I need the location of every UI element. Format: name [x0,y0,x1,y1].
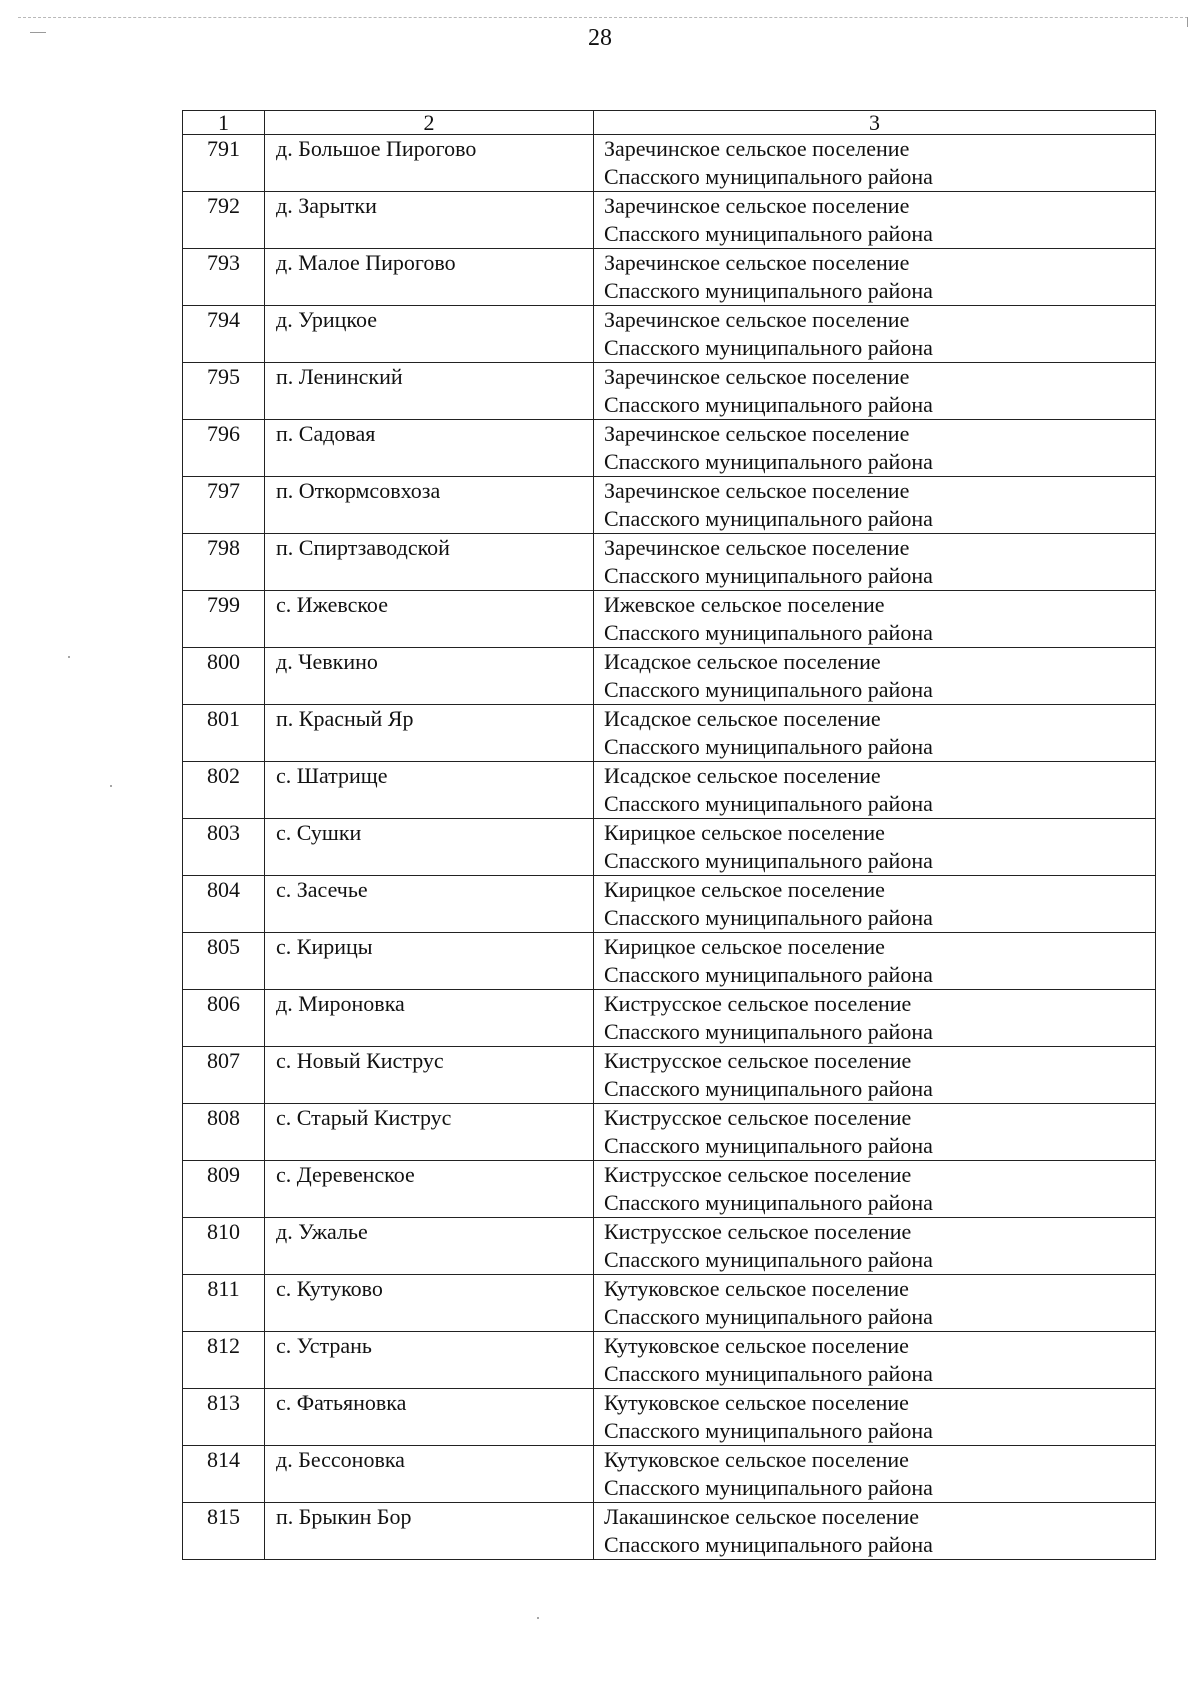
district-name: Спасского муниципального района [604,1418,933,1443]
settlement-cell [594,1446,1156,1503]
settlement-name: Заречинское сельское поселение [604,307,910,332]
place-name: д. Чевкино [265,648,594,705]
row-number: 798 [183,534,265,591]
settlement-name: Исадское сельское поселение [604,649,881,674]
settlement-cell [594,648,1156,705]
place-name: д. Малое Пирогово [265,249,594,306]
district-name: Спасского муниципального района [604,1076,933,1101]
row-number: 799 [183,591,265,648]
table-row [183,1275,1156,1332]
settlement-cell [594,534,1156,591]
settlement-cell [594,1503,1156,1560]
district-name: Спасского муниципального района [604,1475,933,1500]
row-number: 814 [183,1446,265,1503]
table-row [183,420,1156,477]
settlement-cell [594,1047,1156,1104]
place-name: с. Кирицы [265,933,594,990]
settlement-cell [594,249,1156,306]
scan-speck [537,1617,539,1619]
district-name: Спасского муниципального района [604,506,933,531]
row-number: 812 [183,1332,265,1389]
row-number: 803 [183,819,265,876]
table-header-row [183,111,1156,135]
settlement-name: Ижевское сельское поселение [604,592,885,617]
district-name: Спасского муниципального района [604,1019,933,1044]
settlement-cell [594,192,1156,249]
district-name: Спасского муниципального района [604,449,933,474]
settlement-cell [594,306,1156,363]
settlement-name: Заречинское сельское поселение [604,136,910,161]
settlement-cell [594,477,1156,534]
place-name: д. Большое Пирогово [265,135,594,192]
table-row [183,1503,1156,1560]
place-name: с. Сушки [265,819,594,876]
district-name: Спасского муниципального района [604,1190,933,1215]
place-name: д. Зарытки [265,192,594,249]
settlement-name: Кутуковское сельское поселение [604,1390,909,1415]
settlement-name: Киструсское сельское поселение [604,1105,912,1130]
place-name: д. Мироновка [265,990,594,1047]
row-number: 805 [183,933,265,990]
table-row [183,705,1156,762]
settlement-name: Киструсское сельское поселение [604,991,912,1016]
settlement-cell [594,1218,1156,1275]
table-row [183,135,1156,192]
table-row [183,648,1156,705]
settlement-name: Кирицкое сельское поселение [604,877,885,902]
scan-speck [110,785,112,787]
table-body [183,135,1156,1560]
table-row [183,876,1156,933]
page-number: 28 [588,25,612,51]
row-number: 793 [183,249,265,306]
settlement-name: Лакашинское сельское поселение [604,1504,920,1529]
settlement-cell [594,420,1156,477]
district-name: Спасского муниципального района [604,335,933,360]
row-number: 801 [183,705,265,762]
row-number: 808 [183,1104,265,1161]
district-name: Спасского муниципального района [604,962,933,987]
table-row [183,1161,1156,1218]
table-row [183,192,1156,249]
place-name: с. Шатрище [265,762,594,819]
table-row [183,933,1156,990]
place-name: д. Бессоновка [265,1446,594,1503]
place-name: с. Фатьяновка [265,1389,594,1446]
settlement-cell [594,876,1156,933]
scan-speck [68,656,70,658]
district-name: Спасского муниципального района [604,278,933,303]
settlement-cell [594,135,1156,192]
district-name: Спасского муниципального района [604,563,933,588]
settlement-cell [594,363,1156,420]
place-name: п. Садовая [265,420,594,477]
settlement-cell [594,990,1156,1047]
settlement-cell [594,819,1156,876]
table-row [183,477,1156,534]
settlement-name: Киструсское сельское поселение [604,1048,912,1073]
row-number: 804 [183,876,265,933]
settlement-cell [594,762,1156,819]
table-row [183,762,1156,819]
place-name: с. Устрань [265,1332,594,1389]
table-row [183,990,1156,1047]
column-header-place: 2 [265,111,594,135]
column-header-number: 1 [183,111,265,135]
table-row [183,306,1156,363]
settlement-cell [594,1161,1156,1218]
place-name: с. Деревенское [265,1161,594,1218]
place-name: с. Ижевское [265,591,594,648]
row-number: 791 [183,135,265,192]
district-name: Спасского муниципального района [604,734,933,759]
settlement-name: Заречинское сельское поселение [604,421,910,446]
row-number: 807 [183,1047,265,1104]
table-row [183,1446,1156,1503]
place-name: п. Красный Яр [265,705,594,762]
settlement-name: Исадское сельское поселение [604,763,881,788]
table-row [183,591,1156,648]
district-name: Спасского муниципального района [604,221,933,246]
place-name: п. Брыкин Бор [265,1503,594,1560]
settlement-name: Заречинское сельское поселение [604,478,910,503]
column-header-settlement: 3 [594,111,1156,135]
settlement-cell [594,1332,1156,1389]
place-name: п. Ленинский [265,363,594,420]
place-name: с. Кутуково [265,1275,594,1332]
row-number: 802 [183,762,265,819]
settlement-name: Заречинское сельское поселение [604,364,910,389]
table-row [183,534,1156,591]
district-name: Спасского муниципального района [604,164,933,189]
row-number: 813 [183,1389,265,1446]
row-number: 792 [183,192,265,249]
district-name: Спасского муниципального района [604,1247,933,1272]
scan-edge-line [18,17,1188,18]
district-name: Спасского муниципального района [604,1532,933,1557]
place-name: с. Новый Киструс [265,1047,594,1104]
settlement-cell [594,705,1156,762]
district-name: Спасского муниципального района [604,848,933,873]
place-name: с. Засечье [265,876,594,933]
settlement-name: Исадское сельское поселение [604,706,881,731]
table-row [183,1332,1156,1389]
settlements-table [182,110,1156,1560]
row-number: 797 [183,477,265,534]
table-row [183,819,1156,876]
place-name: п. Откормсовхоза [265,477,594,534]
district-name: Спасского муниципального района [604,1361,933,1386]
district-name: Спасского муниципального района [604,905,933,930]
row-number: 795 [183,363,265,420]
row-number: 815 [183,1503,265,1560]
settlement-name: Заречинское сельское поселение [604,535,910,560]
settlement-name: Кутуковское сельское поселение [604,1333,909,1358]
settlement-name: Киструсское сельское поселение [604,1219,912,1244]
settlement-name: Заречинское сельское поселение [604,250,910,275]
settlement-name: Кутуковское сельское поселение [604,1276,909,1301]
settlement-name: Заречинское сельское поселение [604,193,910,218]
settlement-cell [594,1104,1156,1161]
row-number: 811 [183,1275,265,1332]
settlement-cell [594,591,1156,648]
table-row [183,1047,1156,1104]
district-name: Спасского муниципального района [604,1304,933,1329]
district-name: Спасского муниципального района [604,1133,933,1158]
row-number: 809 [183,1161,265,1218]
settlement-name: Кирицкое сельское поселение [604,820,885,845]
row-number: 794 [183,306,265,363]
settlement-name: Киструсское сельское поселение [604,1162,912,1187]
place-name: п. Спиртзаводской [265,534,594,591]
settlement-name: Кирицкое сельское поселение [604,934,885,959]
place-name: д. Ужалье [265,1218,594,1275]
district-name: Спасского муниципального района [604,620,933,645]
row-number: 796 [183,420,265,477]
place-name: с. Старый Киструс [265,1104,594,1161]
row-number: 800 [183,648,265,705]
settlement-cell [594,1389,1156,1446]
table-row [183,1218,1156,1275]
row-number: 806 [183,990,265,1047]
table-row [183,1104,1156,1161]
table-row [183,363,1156,420]
settlement-cell [594,1275,1156,1332]
settlement-cell [594,933,1156,990]
district-name: Спасского муниципального района [604,392,933,417]
place-name: д. Урицкое [265,306,594,363]
district-name: Спасского муниципального района [604,677,933,702]
table-row [183,249,1156,306]
row-number: 810 [183,1218,265,1275]
settlement-name: Кутуковское сельское поселение [604,1447,909,1472]
table-row [183,1389,1156,1446]
district-name: Спасского муниципального района [604,791,933,816]
